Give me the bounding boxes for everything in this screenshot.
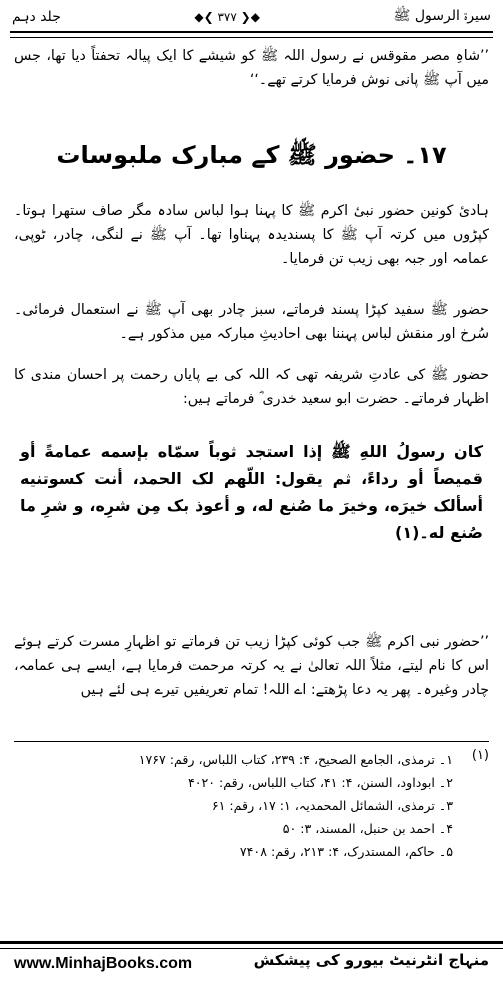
- header-rule: [10, 31, 493, 38]
- intro-quote: ’’شاہِ مصر مقوقس نے رسول اللہ ﷺ کو شیشے کا ایک پیالہ تحفتاً دیا تھا، جس میں آپ ﷺ پانی نوش فرمایا کرتے تھے۔‘‘: [14, 48, 489, 88]
- footnote-item: ۳۔ ترمذی، الشمائل المحمدیہ، ۱: ۱۷، رقم: ۶۱: [211, 798, 453, 813]
- footnote-rule: [14, 741, 489, 742]
- publisher-note: منہاج انٹرنیٹ بیورو کی پیشکش: [253, 951, 489, 969]
- footnotes: [33, 748, 453, 863]
- footnote-item: ۲۔ ابوداود، السنن، ۴: ۴۱، کتاب اللباس، رقم: ۴۰۲۰: [187, 775, 453, 790]
- footer-rule: [0, 941, 503, 949]
- arabic-hadith: كان رسولُ اللهِ ﷺ إذا استجد ثوباً سمّاه بإسمه عمامةً أو قميصاً أو رداءً، ثم يقول: اللّهم لک الحمد، أنت كسوتنيه أسألک خيرَه، وخيرَ ما صُنع له، و أعوذ بک مِن شرِه، و شرِ ما صُنع له۔(۱): [20, 442, 483, 542]
- footnote-item: ۴۔ احمد بن حنبل، المسند، ۳: ۵۰: [282, 821, 453, 836]
- website-link[interactable]: www.MinhajBooks.com: [14, 955, 193, 972]
- footnote-marker: (۱): [471, 748, 489, 763]
- urdu-translation: ’’حضور نبی اکرم ﷺ جب کوئی کپڑا زیب تن فرماتے تو اظہارِ مسرت کرتے ہوئے اس کا نام لیتے، مثلاً اللہ تعالیٰ نے یہ کرتہ مرحمت فرمایا ہے، ایسے ہی عمامہ، چادر وغیرہ۔ پھر یہ دعا پڑھتے: اے اللہ! تمام تعریفیں تیرے ہی لئے ہیں: [14, 634, 489, 698]
- book-title: سیرۃ الرسول ﷺ: [393, 8, 491, 24]
- volume-label: جلد دہم: [12, 9, 61, 25]
- paragraph-1: ہادیٔ کونین حضور نبیٔ اکرم ﷺ کا پہنا ہوا لباس سادہ مگر صاف ستھرا ہوتا۔ کپڑوں میں کرتہ آپ ﷺ کا پسندیدہ پہناوا تھا۔ آپ ﷺ نے لنگی، چادر، ٹوپی، عمامہ اور جبہ بھی زیب تن فرمایا۔: [14, 203, 489, 267]
- page-number: ◆❮ ۳۷۷ ❯◆: [194, 10, 260, 24]
- section-heading: ۱۷۔ حضور ﷺ کے مبارک ملبوسات: [56, 141, 447, 169]
- footnote-item: ۵۔ حاکم، المستدرک، ۴: ۲۱۳، رقم: ۷۴۰۸: [239, 844, 453, 859]
- page-header: [12, 6, 491, 28]
- footnote-item: ۱۔ ترمذی، الجامع الصحیح، ۴: ۲۳۹، کتاب اللباس، رقم: ۱۷۶۷: [138, 752, 453, 767]
- paragraph-2: حضور ﷺ سفید کپڑا پسند فرماتے، سبز چادر بھی آپ ﷺ نے استعمال فرمائی۔ سُرخ اور منقش لباس پہننا بھی احادیثِ مبارکہ میں مذکور ہے۔: [14, 302, 489, 342]
- paragraph-3: حضور ﷺ کی عادتِ شریفہ تھی کہ اللہ کی بے پایاں رحمت پر احسان مندی کا اظہار فرماتے۔ حضرت ابو سعید خدری ؓ فرماتے ہیں:: [14, 367, 489, 407]
